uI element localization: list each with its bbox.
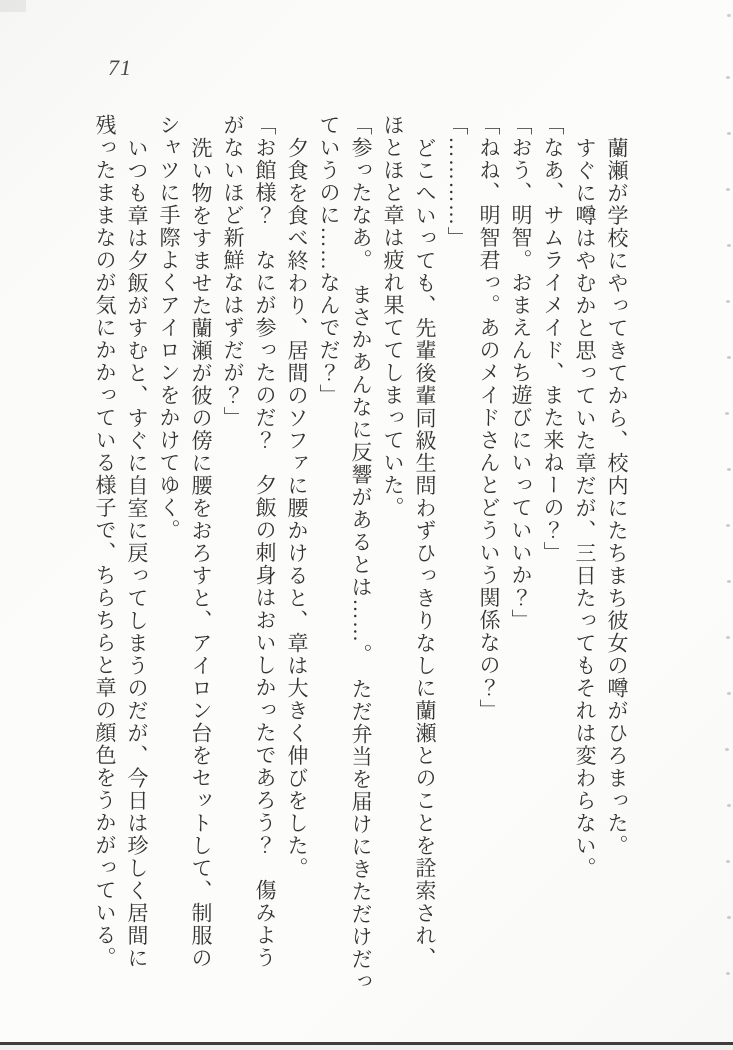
text-line: 「おう、明智。おまえんち遊びにいっていいか？」 bbox=[509, 114, 533, 632]
scan-speck bbox=[726, 188, 730, 191]
text-line: 「…………」 bbox=[445, 114, 469, 249]
text-line: 蘭瀬が学校にやってきてから、校内にたちまち彼女の噂がひろまった。 bbox=[605, 136, 629, 857]
scan-speck bbox=[727, 244, 731, 247]
scan-speck bbox=[725, 412, 729, 415]
page-below-edge bbox=[0, 1045, 733, 1050]
scan-speck bbox=[727, 580, 731, 583]
text-line: いつも章は夕飯がすむと、すぐに自室に戻ってしまうのだが、今日は珍しく居間に bbox=[125, 136, 149, 969]
text-line: がないほど新鮮なはずだが？」 bbox=[221, 114, 245, 429]
scan-speck bbox=[727, 356, 731, 359]
text-line: 「ねね、明智君っ。あのメイドさんとどういう関係なの？」 bbox=[477, 114, 501, 722]
scan-speck bbox=[727, 468, 731, 471]
novel-text-block bbox=[89, 114, 633, 1014]
scan-speck bbox=[727, 916, 731, 919]
text-line: 「なあ、サムライメイド、また来ねーの？」 bbox=[541, 114, 565, 564]
text-line: すぐに噂はやむかと思っていた章だが、三日たってもそれは変わらない。 bbox=[573, 136, 597, 879]
text-line: 夕食を食べ終わり、居間のソファに腰かけると、章は大きく伸びをした。 bbox=[285, 136, 309, 879]
scan-speck bbox=[726, 972, 730, 975]
text-line: ていうのに……なんでだ？」 bbox=[317, 114, 341, 407]
scan-speck bbox=[726, 76, 730, 79]
page-number: 71 bbox=[108, 55, 132, 80]
scan-speck bbox=[727, 132, 731, 135]
text-line: ほとほと章は疲れ果ててしまっていた。 bbox=[381, 114, 405, 519]
scan-speck bbox=[727, 804, 731, 807]
scan-speck bbox=[725, 748, 729, 751]
scan-speck bbox=[727, 14, 731, 17]
text-line: 残ったままなのが気にかかっている様子で、ちらちらと章の顔色をうかがっている。 bbox=[93, 114, 117, 969]
text-line: 洗い物をすませた蘭瀬が彼の傍に腰をおろすと、アイロン台をセットして、制服の bbox=[189, 136, 213, 969]
scan-speck bbox=[727, 692, 731, 695]
scan-speck bbox=[726, 524, 730, 527]
scan-speck bbox=[726, 860, 730, 863]
text-line: 「お館様？ なにが参ったのだ？ 夕飯の刺身はおいしかったであろう？ 傷みよう bbox=[253, 114, 277, 969]
scan-speck bbox=[726, 636, 730, 639]
text-line: 「参ったなあ。 まさかあんなに反響があるとは……。 ただ弁当を届けにきただけだっ bbox=[349, 114, 373, 993]
scan-corner-smudge bbox=[0, 0, 26, 12]
scan-speck bbox=[726, 300, 730, 303]
text-line: どこへいっても、先輩後輩同級生問わずひっきりなしに蘭瀬とのことを詮索され、 bbox=[413, 136, 437, 969]
text-line: シャツに手際よくアイロンをかけてゆく。 bbox=[157, 114, 181, 542]
